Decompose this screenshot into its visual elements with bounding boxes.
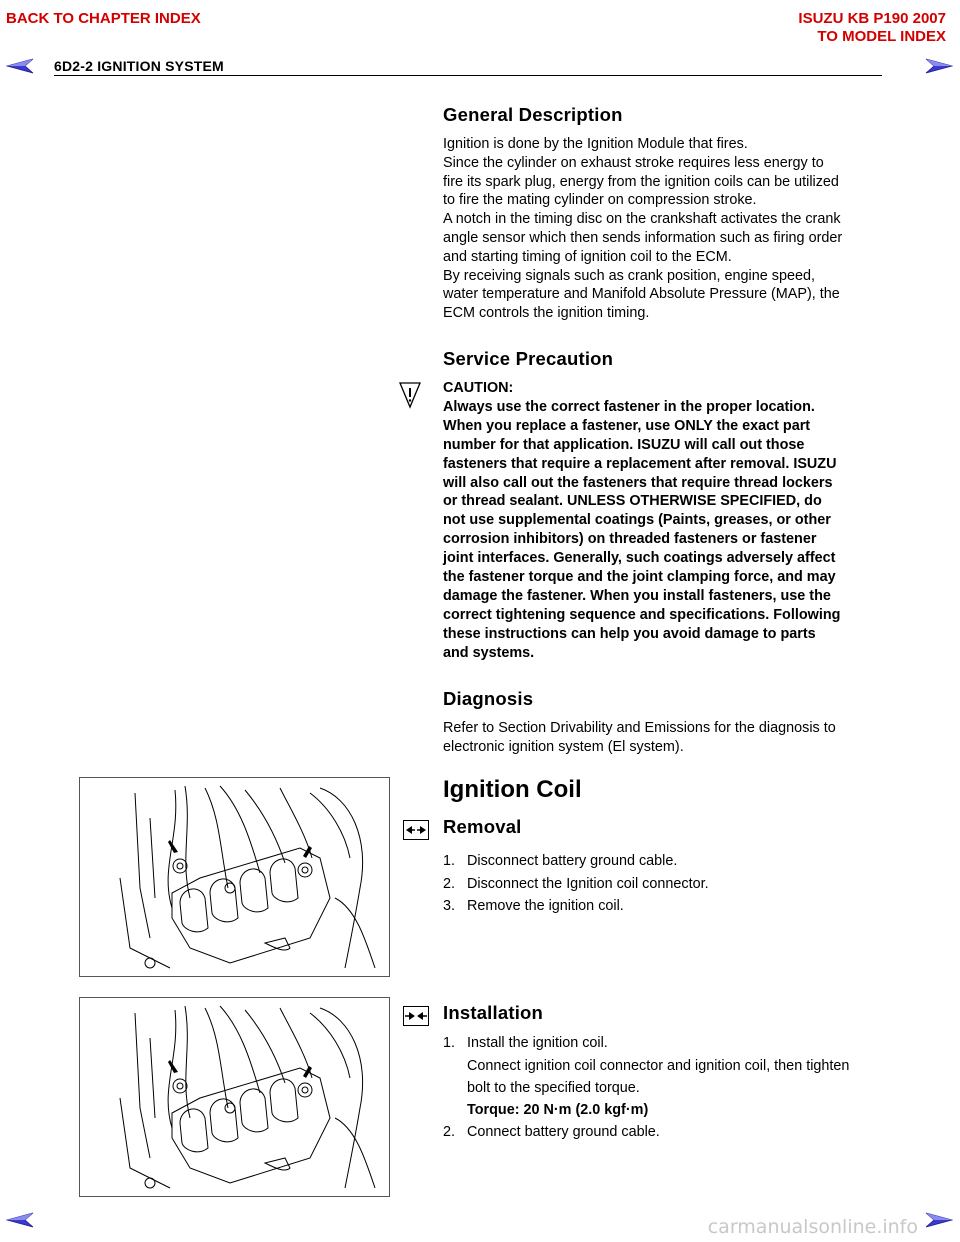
ignition-coil-install-illustration xyxy=(80,998,389,1196)
removal-figure xyxy=(79,777,390,977)
list-item: 1. Install the ignition coil. xyxy=(443,1035,608,1051)
removal-heading: Removal xyxy=(443,816,522,837)
diagnosis-text: Refer to Section Drivability and Emissions for the diagnosis to electronic ignition system (El system). xyxy=(443,720,836,755)
back-to-chapter-index-link[interactable]: BACK TO CHAPTER INDEX xyxy=(6,10,201,27)
previous-page-arrow-icon[interactable] xyxy=(6,58,34,74)
caution-label: CAUTION: xyxy=(443,380,514,396)
removal-steps xyxy=(443,850,893,918)
installation-icon xyxy=(403,1006,429,1026)
model-name: ISUZU KB P190 2007 xyxy=(798,10,946,27)
ignition-coil-illustration xyxy=(80,778,389,976)
removal-icon xyxy=(403,820,429,840)
next-page-arrow-icon[interactable] xyxy=(925,58,953,74)
watermark: carmanualsonline.info xyxy=(707,1216,918,1238)
list-item: 2. Disconnect the Ignition coil connector. xyxy=(443,875,709,892)
previous-page-arrow-bottom-icon[interactable] xyxy=(6,1212,34,1228)
general-description-heading: General Description xyxy=(443,104,623,125)
service-precaution-heading: Service Precaution xyxy=(443,348,614,369)
next-page-arrow-bottom-icon[interactable] xyxy=(925,1212,953,1228)
list-item: 3. Remove the ignition coil. xyxy=(443,898,624,914)
installation-steps xyxy=(443,1033,893,1143)
general-description-text: Ignition is done by the Ignition Module that fires. Since the cylinder on exhaust stroke requires less energy to fire its spark plug, energy from the ignition coils can be utilized to fire the mating cylinder on compression stroke. A notch in the timing disc on the crankshaft activates the crank angle sensor which then sends information such as firing order and starting timing of ignition coil to the ECM. By receiving signals such as crank position, engine speed, water temperature and Manifold Absolute Pressure (MAP), the ECM controls the ignition timing. xyxy=(443,136,843,322)
page-header-title: 6D2-2 IGNITION SYSTEM xyxy=(54,58,224,74)
caution-text: CAUTION: Always use the correct fastener in the proper location. When you replace a fastener, use ONLY the exact part number for that application. ISUZU will call out those fasteners that require a replacement after removal. ISUZU will also call out the fasteners that require thread lockers or thread sealant. UNLESS OTHERWISE SPECIFIED, do not use supplemental coatings (Paints, greases, or other corrosion inhibitors) on threaded fasteners or fastener joint interfaces. Generally, such coatings adversely affect the fastener torque and the joint clamping force, and may damage the fastener. When you install fasteners, use the correct tightening sequence and specifications. Following these instructions can help you avoid damage to parts and systems. xyxy=(443,379,888,663)
model-index-block xyxy=(798,10,946,46)
torque-spec: Torque: 20 N·m (2.0 kgf·m) xyxy=(467,1102,649,1118)
ignition-coil-title: Ignition Coil xyxy=(443,776,582,803)
list-item: 2. Connect battery ground cable. xyxy=(443,1124,660,1140)
installation-heading: Installation xyxy=(443,1002,544,1023)
caution-warning-icon xyxy=(398,381,422,409)
install-step1-detail: Connect ignition coil connector and ignition coil, then tighten bolt to the specified torque. Torque: 20 N·m (2.0 kgf·m) xyxy=(443,1055,893,1121)
diagnosis-heading: Diagnosis xyxy=(443,688,534,709)
header-divider xyxy=(54,75,882,76)
installation-figure xyxy=(79,997,390,1197)
to-model-index-link[interactable]: TO MODEL INDEX xyxy=(817,28,946,45)
list-item: 1. Disconnect battery ground cable. xyxy=(443,853,678,869)
